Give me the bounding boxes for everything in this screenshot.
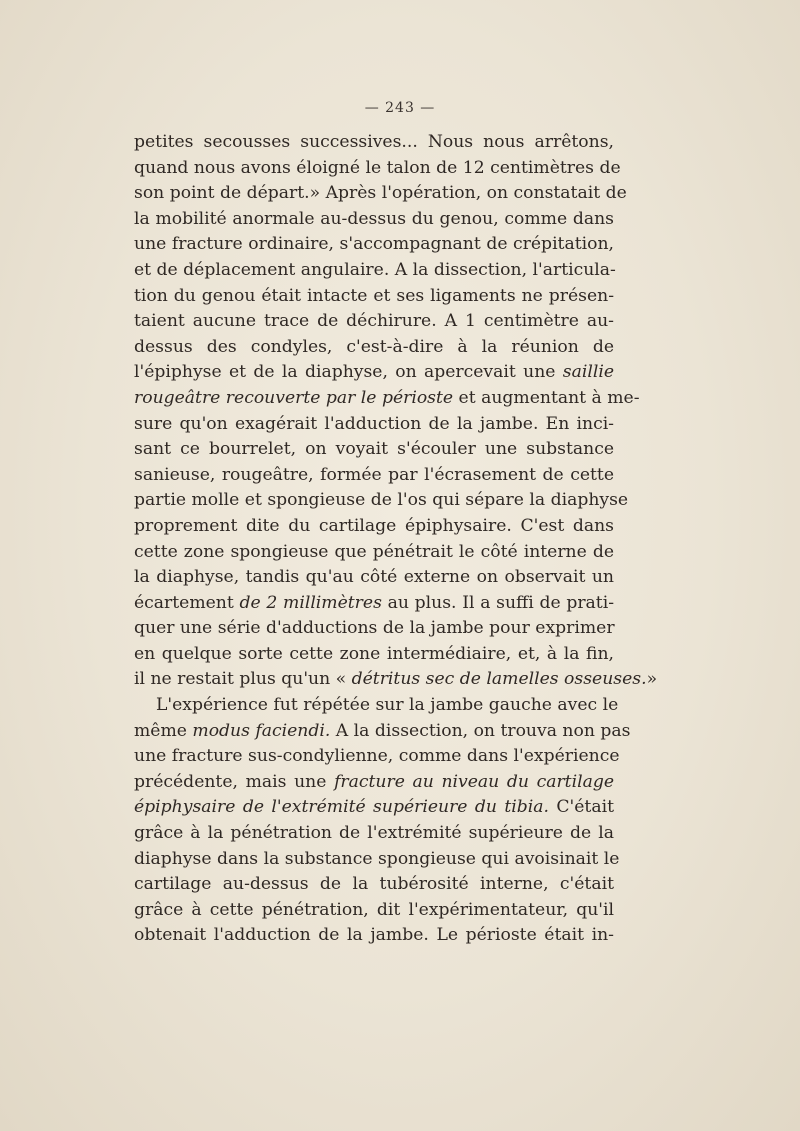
text-segment: son point de départ.» Après l'opération, on constatait de bbox=[134, 183, 627, 204]
italic-segment: détritus sec de lamelles osseuses. bbox=[351, 669, 647, 690]
text-segment: proprement dite du cartilage épiphysaire. C'est dans bbox=[134, 515, 614, 536]
italic-segment: saillie bbox=[562, 362, 614, 383]
text-segment: l'épiphyse et de la diaphyse, on apercevait une bbox=[134, 362, 563, 383]
text-line bbox=[134, 795, 614, 821]
text-segment: petites secousses successives... Nous nous arrêtons, bbox=[134, 132, 614, 152]
text-line bbox=[134, 514, 614, 540]
text-line bbox=[134, 540, 614, 566]
text-segment: » bbox=[646, 669, 658, 690]
text-segment: une fracture ordinaire, s'accompagnant de crépitation, bbox=[134, 234, 614, 255]
italic-segment: modus faciendi. bbox=[192, 720, 331, 741]
text-segment: A la dissection, on trouva non pas bbox=[330, 720, 631, 741]
text-segment: dessus des condyles, c'est-à-dire à la réunion de bbox=[134, 336, 614, 357]
page-number: — 243 — bbox=[364, 100, 436, 116]
text-segment: grâce à la pénétration de l'extrémité supérieure de la bbox=[134, 823, 614, 844]
text-segment: obtenait l'adduction de la jambe. Le périoste était in- bbox=[134, 925, 614, 946]
text-segment: la mobilité anormale au-dessus du genou, comme dans bbox=[134, 208, 614, 229]
text-segment: précédente, mais une bbox=[134, 771, 335, 792]
text-segment: diaphyse dans la substance spongieuse qui avoisinait le bbox=[134, 848, 620, 869]
text-segment: écartement bbox=[134, 592, 240, 613]
text-line bbox=[134, 872, 614, 898]
text-segment: taient aucune trace de déchirure. A 1 centimètre au- bbox=[134, 311, 614, 332]
text-line bbox=[134, 309, 614, 335]
text-line bbox=[134, 335, 614, 361]
text-line bbox=[134, 591, 614, 617]
italic-segment: de 2 millimètres bbox=[239, 592, 382, 613]
text-segment: quand nous avons éloigné le talon de 12 centimètres de bbox=[134, 157, 621, 178]
text-segment: cette zone spongieuse que pénétrait le côté interne de bbox=[134, 541, 614, 562]
text-line bbox=[134, 156, 621, 182]
text-line bbox=[134, 130, 614, 156]
text-segment: la diaphyse, tandis qu'au côté externe on observait un bbox=[134, 567, 614, 588]
italic-segment: rougeâtre recouverte par le périoste bbox=[134, 387, 454, 408]
text-segment: sant ce bourrelet, on voyait s'écouler une substance bbox=[134, 439, 614, 460]
text-line bbox=[134, 488, 629, 514]
text-segment: et augmentant à me- bbox=[453, 387, 640, 408]
text-segment: quer une série d'adductions de la jambe pour exprimer bbox=[134, 618, 615, 639]
text-segment: il ne restait plus qu'un « bbox=[134, 669, 352, 690]
text-segment: sure qu'on exagérait l'adduction de la jambe. En inci- bbox=[134, 413, 614, 434]
text-line bbox=[134, 616, 614, 642]
text-line bbox=[134, 565, 614, 591]
text-line bbox=[134, 821, 614, 847]
text-segment: même bbox=[134, 720, 193, 741]
italic-segment: épiphysaire de l'extrémité supérieure du tibia. bbox=[134, 797, 549, 818]
text-segment: au plus. Il a suffi de prati- bbox=[381, 592, 615, 613]
text-line bbox=[134, 360, 614, 386]
text-segment: tion du genou était intacte et ses ligaments ne présen- bbox=[134, 285, 614, 306]
text-line bbox=[134, 923, 614, 949]
text-line bbox=[134, 642, 614, 668]
text-segment: C'était bbox=[548, 797, 614, 818]
text-segment: sanieuse, rougeâtre, formée par l'écrasement de cette bbox=[134, 464, 614, 485]
text-line bbox=[134, 284, 614, 310]
text-line bbox=[134, 232, 614, 258]
body-text bbox=[134, 130, 658, 949]
text-line bbox=[134, 693, 619, 719]
text-segment: une fracture sus-condylienne, comme dans l'expérience bbox=[134, 746, 620, 767]
text-segment: et de déplacement angulaire. A la dissection, l'articula- bbox=[134, 259, 616, 280]
text-line bbox=[134, 437, 614, 463]
text-line bbox=[134, 258, 614, 284]
text-segment: grâce à cette pénétration, dit l'expérimentateur, qu'il bbox=[134, 899, 614, 920]
text-line bbox=[134, 898, 614, 924]
text-line bbox=[134, 770, 614, 796]
text-line bbox=[134, 847, 620, 873]
italic-segment: fracture au niveau du cartilage bbox=[334, 771, 614, 792]
text-line bbox=[134, 207, 614, 233]
text-line bbox=[134, 667, 658, 693]
text-line bbox=[134, 386, 640, 412]
text-line bbox=[134, 412, 614, 438]
text-line bbox=[134, 744, 620, 770]
text-segment: cartilage au-dessus de la tubérosité interne, c'était bbox=[134, 874, 614, 895]
text-line bbox=[134, 463, 614, 489]
text-line bbox=[134, 719, 631, 745]
text-segment: partie molle et spongieuse de l'os qui sépare la diaphyse bbox=[134, 490, 629, 511]
text-segment: L'expérience fut répétée sur la jambe gauche avec le bbox=[156, 695, 619, 716]
text-segment: en quelque sorte cette zone intermédiaire, et, à la fin, bbox=[134, 643, 614, 664]
text-line bbox=[134, 181, 627, 207]
